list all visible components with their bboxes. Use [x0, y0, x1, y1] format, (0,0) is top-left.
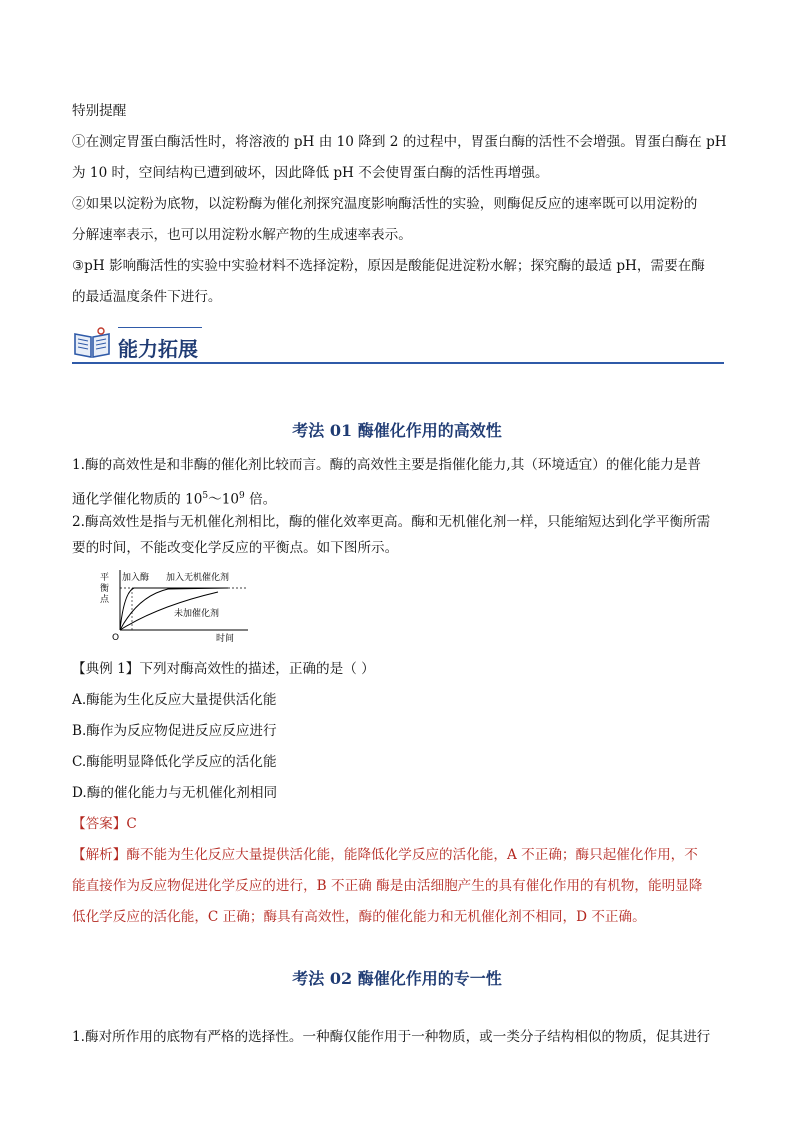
- origin-label: O: [112, 633, 120, 643]
- section-banner: [72, 325, 724, 365]
- reminder-title: 特别提醒: [72, 103, 127, 119]
- section2-heading: 考法 02 酶催化作用的专一性: [292, 969, 502, 988]
- section1-l2-line2: 要的时间，不能改变化学反应的平衡点。如下图所示。: [72, 540, 399, 556]
- option-b: B.酶作为反应物促进反应反应进行: [72, 723, 277, 739]
- x-axis-label: 时间: [216, 634, 235, 644]
- option-d: D.酶的催化能力与无机催化剂相同: [72, 785, 278, 801]
- reminder-p3-line1: ③pH 影响酶活性的实验中实验材料不选择淀粉，原因是酸能促进淀粉水解；探究酶的最适 pH，需要在酶: [72, 258, 705, 274]
- reminder-p2-line1: ②如果以淀粉为底物，以淀粉酶为催化剂探究温度影响酶活性的实验，则酶促反应的速率既可以用淀粉的: [72, 196, 698, 212]
- option-c: C.酶能明显降低化学反应的活化能: [72, 754, 277, 770]
- y-label-2: 衡: [100, 584, 110, 594]
- analysis-line3: 低化学反应的活化能，C 正确；酶具有高效性，酶的催化能力和无机催化剂不相同，D 不正确。: [72, 909, 646, 925]
- legend-inorganic: 加入无机催化剂: [166, 573, 230, 583]
- reminder-p1-line2: 为 10 时，空间结构已遭到破坏，因此降低 pH 不会使胃蛋白酶的活性再增强。: [72, 165, 549, 181]
- section1-l2-line1: 2.酶高效性是指与无机催化剂相比，酶的催化效率更高。酶和无机催化剂一样，只能缩短达到化学平衡所需: [72, 514, 711, 530]
- example-stem: 【典例 1】下列对酶高效性的描述，正确的是（ ）: [72, 661, 375, 677]
- y-label-1: 平: [100, 573, 110, 583]
- analysis-line1: 【解析】酶不能为生化反应大量提供活化能，能降低化学反应的活化能，A 不正确；酶只起催化作用，不: [72, 847, 698, 863]
- legend-none: 未加催化剂: [174, 609, 220, 619]
- banner-top-rule: [118, 327, 202, 328]
- banner-rule: [72, 362, 724, 364]
- open-book-icon: [72, 325, 112, 361]
- section1-l1-line1: 1.酶的高效性是和非酶的催化剂比较而言。酶的高效性主要是指催化能力,其（环境适宜）的催化能力是普: [72, 457, 702, 473]
- option-a: A.酶能为生化反应大量提供活化能: [72, 692, 277, 708]
- answer: 【答案】C: [72, 816, 137, 832]
- section2-l1-line1: 1.酶对所作用的底物有严格的选择性。一种酶仅能作用于一种物质，或一类分子结构相似的物质，促其进行: [72, 1029, 711, 1045]
- reaction-rate-chart: [98, 566, 258, 644]
- reminder-p3-line2: 的最适温度条件下进行。: [72, 289, 222, 305]
- analysis-line2: 能直接作为反应物促进化学反应的进行，B 不正确 酶是由活细胞产生的具有催化作用的有机物，能明显降: [72, 878, 703, 894]
- legend-enzyme: 加入酶: [122, 573, 150, 583]
- banner-title: 能力拓展: [118, 337, 198, 361]
- reminder-p2-line2: 分解速率表示，也可以用淀粉水解产物的生成速率表示。: [72, 227, 412, 243]
- y-label-3: 点: [100, 595, 110, 605]
- section1-l1-line2: 通化学催化物质的 $10^5\sim 10^9$ 倍。: [72, 491, 277, 508]
- reminder-p1-line1: ①在测定胃蛋白酶活性时，将溶液的 pH 由 10 降到 2 的过程中，胃蛋白酶的活性不会增强。胃蛋白酶在 pH: [72, 134, 727, 150]
- section1-heading: 考法 01 酶催化作用的高效性: [292, 421, 502, 440]
